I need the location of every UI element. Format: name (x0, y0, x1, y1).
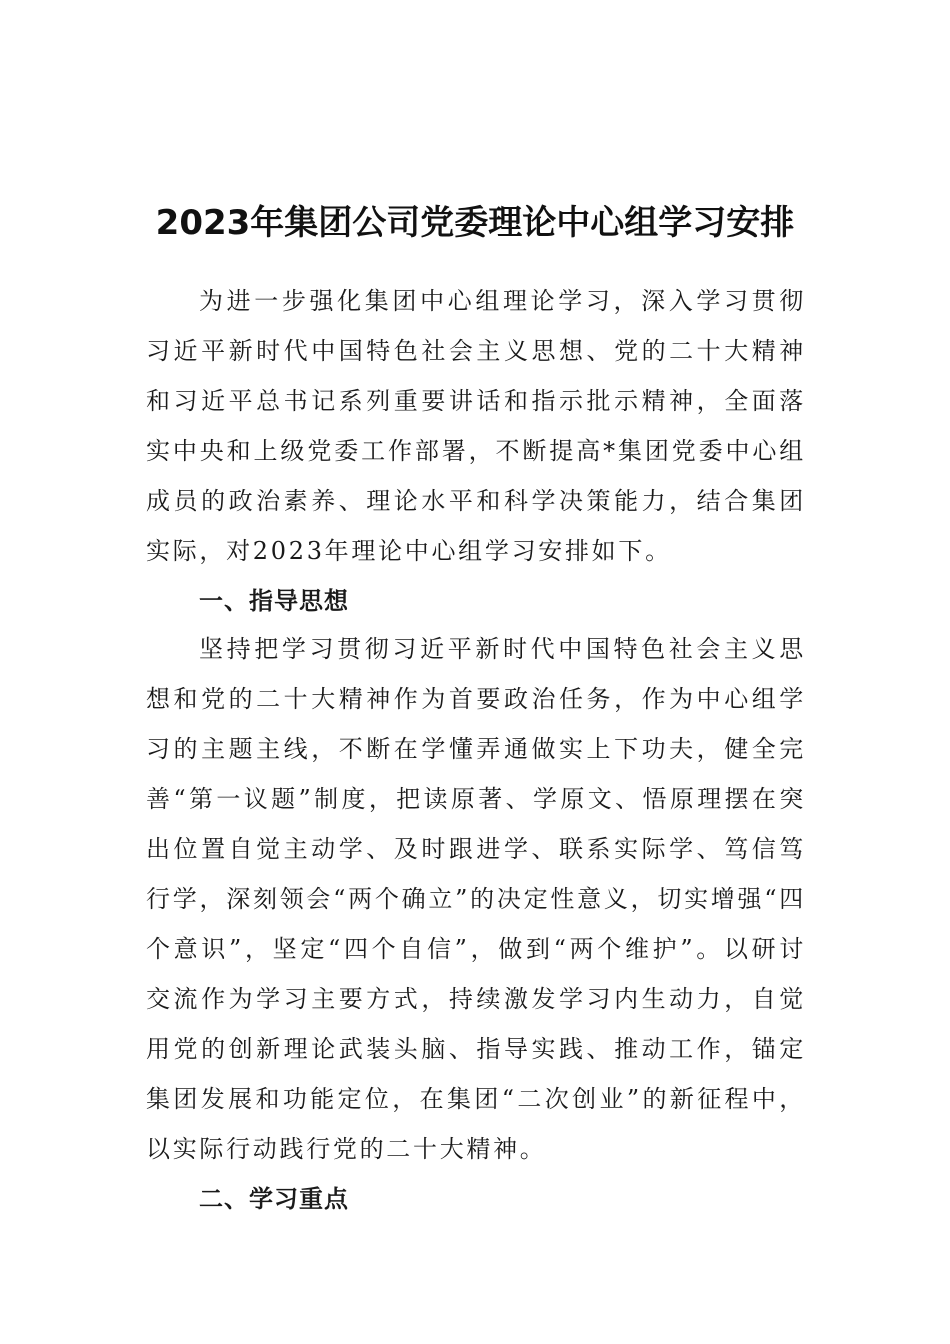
intro-paragraph: 为进一步强化集团中心组理论学习，深入学习贯彻习近平新时代中国特色社会主义思想、党的二十大精神和习近平总书记系列重要讲话和指示批示精神，全面落实中央和上级党委工作部署，不断提高*集团党委中心组成员的政治素养、理论水平和科学决策能力，结合集团实际，对2023年理论中心组学习安排如下。 (146, 287, 806, 565)
section-heading-study-focus: 二、学习重点 (199, 1185, 349, 1213)
document-title: 2023年集团公司党委理论中心组学习安排 (155, 202, 795, 243)
section-heading-guiding-thought: 一、指导思想 (199, 587, 349, 615)
section-body-guiding-thought: 坚持把学习贯彻习近平新时代中国特色社会主义思想和党的二十大精神作为首要政治任务，作为中心组学习的主题主线，不断在学懂弄通做实上下功夫，健全完善“第一议题”制度，把读原著、学原文、悟原理摆在突出位置自觉主动学、及时跟进学、联系实际学、笃信笃行学，深刻领会“两个确立”的决定性意义，切实增强“四个意识”，坚定“四个自信”，做到“两个维护”。以研讨交流作为学习主要方式，持续激发学习内生动力，自觉用党的创新理论武装头脑、指导实践、推动工作，锚定集团发展和功能定位，在集团“二次创业”的新征程中，以实际行动践行党的二十大精神。 (146, 635, 806, 1163)
